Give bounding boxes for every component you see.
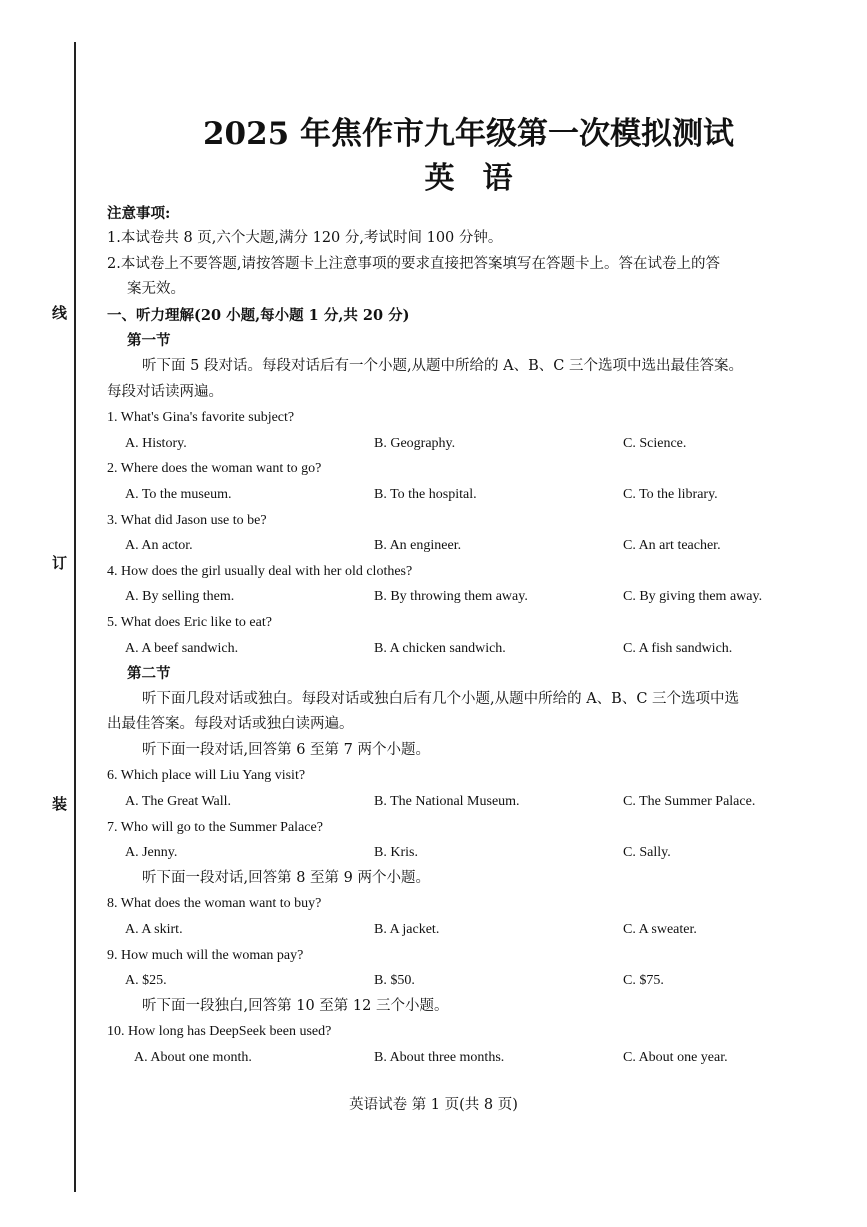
exam-subject: 英语 bbox=[424, 161, 541, 196]
question-options bbox=[107, 533, 812, 559]
option-a: A. By selling them. bbox=[125, 589, 235, 605]
question-stem: 10. How long has DeepSeek been used? bbox=[107, 1024, 332, 1040]
sub-instructions: 听下面一段对话,回答第 8 至第 9 两个小题。 bbox=[142, 869, 430, 886]
question-options bbox=[107, 789, 812, 815]
question-stem: 1. What's Gina's favorite subject? bbox=[107, 410, 295, 426]
question-options bbox=[107, 968, 812, 994]
option-c: C. A fish sandwich. bbox=[623, 640, 733, 656]
question-options bbox=[107, 431, 812, 457]
note-item: 1.本试卷共 8 页,六个大题,满分 120 分,考试时间 100 分钟。 bbox=[107, 230, 503, 246]
question-options bbox=[107, 917, 812, 943]
option-c: C. The Summer Palace. bbox=[623, 794, 756, 810]
binding-mark-xian: 线 bbox=[52, 304, 68, 322]
question-options bbox=[107, 636, 812, 662]
option-b: B. To the hospital. bbox=[374, 486, 477, 502]
option-c: C. About one year. bbox=[623, 1050, 728, 1065]
notes-heading: 注意事项: bbox=[107, 205, 171, 222]
question-options bbox=[107, 482, 812, 508]
page-footer: 英语试卷 第 1 页(共 8 页) bbox=[349, 1097, 518, 1113]
option-a: A. $25. bbox=[125, 973, 167, 989]
binding-line bbox=[74, 42, 76, 1192]
question-stem: 9. How much will the woman pay? bbox=[107, 947, 304, 963]
option-b: B. Geography. bbox=[374, 435, 456, 451]
section-title: 第二节 bbox=[127, 665, 171, 683]
option-b: B. $50. bbox=[374, 973, 415, 989]
question-stem: 2. Where does the woman want to go? bbox=[107, 461, 322, 477]
question-stem: 5. What does Eric like to eat? bbox=[107, 614, 272, 630]
part-title: 一、听力理解(20 小题,每小题 1 分,共 20 分) bbox=[107, 306, 410, 324]
option-a: A. A beef sandwich. bbox=[125, 640, 239, 656]
option-b: B. The National Museum. bbox=[374, 794, 520, 810]
binding-mark-zhuang: 装 bbox=[52, 795, 68, 813]
question-options bbox=[107, 1045, 812, 1071]
question-options bbox=[107, 584, 812, 610]
option-b: B. An engineer. bbox=[374, 538, 462, 554]
option-c: C. $75. bbox=[623, 973, 664, 989]
exam-page bbox=[107, 112, 812, 1071]
section-instructions-continued: 出最佳答案。每段对话或独白读两遍。 bbox=[107, 716, 354, 733]
note-item: 2.本试卷上不要答题,请按答题卡上注意事项的要求直接把答案填写在答题卡上。答在试卷上的答 bbox=[107, 255, 720, 272]
option-c: C. To the library. bbox=[623, 486, 718, 502]
option-a: A. About one month. bbox=[134, 1050, 252, 1065]
option-c: C. A sweater. bbox=[623, 922, 697, 938]
section-title: 第一节 bbox=[127, 332, 171, 350]
sub-instructions: 听下面一段独白,回答第 10 至第 12 三个小题。 bbox=[142, 997, 449, 1014]
option-a: A. Jenny. bbox=[125, 845, 178, 861]
option-c: C. Science. bbox=[623, 435, 687, 451]
binding-mark-ding: 订 bbox=[52, 554, 68, 572]
sub-instructions: 听下面一段对话,回答第 6 至第 7 两个小题。 bbox=[142, 741, 430, 758]
option-b: B. A jacket. bbox=[374, 922, 440, 938]
option-a: A. The Great Wall. bbox=[125, 794, 232, 810]
option-c: C. An art teacher. bbox=[623, 538, 721, 554]
question-stem: 8. What does the woman want to buy? bbox=[107, 896, 322, 912]
question-options bbox=[107, 840, 812, 866]
option-a: A. An actor. bbox=[125, 538, 193, 554]
note-item-continued: 案无效。 bbox=[127, 281, 185, 298]
section-instructions-continued: 每段对话读两遍。 bbox=[107, 383, 223, 400]
option-a: A. To the museum. bbox=[125, 486, 232, 502]
question-stem: 4. How does the girl usually deal with her old clothes? bbox=[107, 563, 413, 579]
option-b: B. Kris. bbox=[374, 845, 418, 861]
section-instructions: 听下面几段对话或独白。每段对话或独白后有几个小题,从题中所给的 A、B、C 三个选项中选 bbox=[142, 690, 740, 707]
option-c: C. Sally. bbox=[623, 845, 671, 861]
option-a: A. History. bbox=[125, 435, 187, 451]
question-stem: 6. Which place will Liu Yang visit? bbox=[107, 768, 306, 784]
option-b: B. About three months. bbox=[374, 1050, 505, 1065]
question-stem: 3. What did Jason use to be? bbox=[107, 512, 267, 528]
exam-title: 2025 年焦作市九年级第一次模拟测试 bbox=[202, 116, 735, 152]
option-b: B. By throwing them away. bbox=[374, 589, 528, 605]
option-b: B. A chicken sandwich. bbox=[374, 640, 506, 656]
option-c: C. By giving them away. bbox=[623, 589, 763, 605]
question-stem: 7. Who will go to the Summer Palace? bbox=[107, 819, 323, 835]
option-a: A. A skirt. bbox=[125, 922, 183, 938]
section-instructions: 听下面 5 段对话。每段对话后有一个小题,从题中所给的 A、B、C 三个选项中选出最佳答案。 bbox=[142, 357, 743, 374]
